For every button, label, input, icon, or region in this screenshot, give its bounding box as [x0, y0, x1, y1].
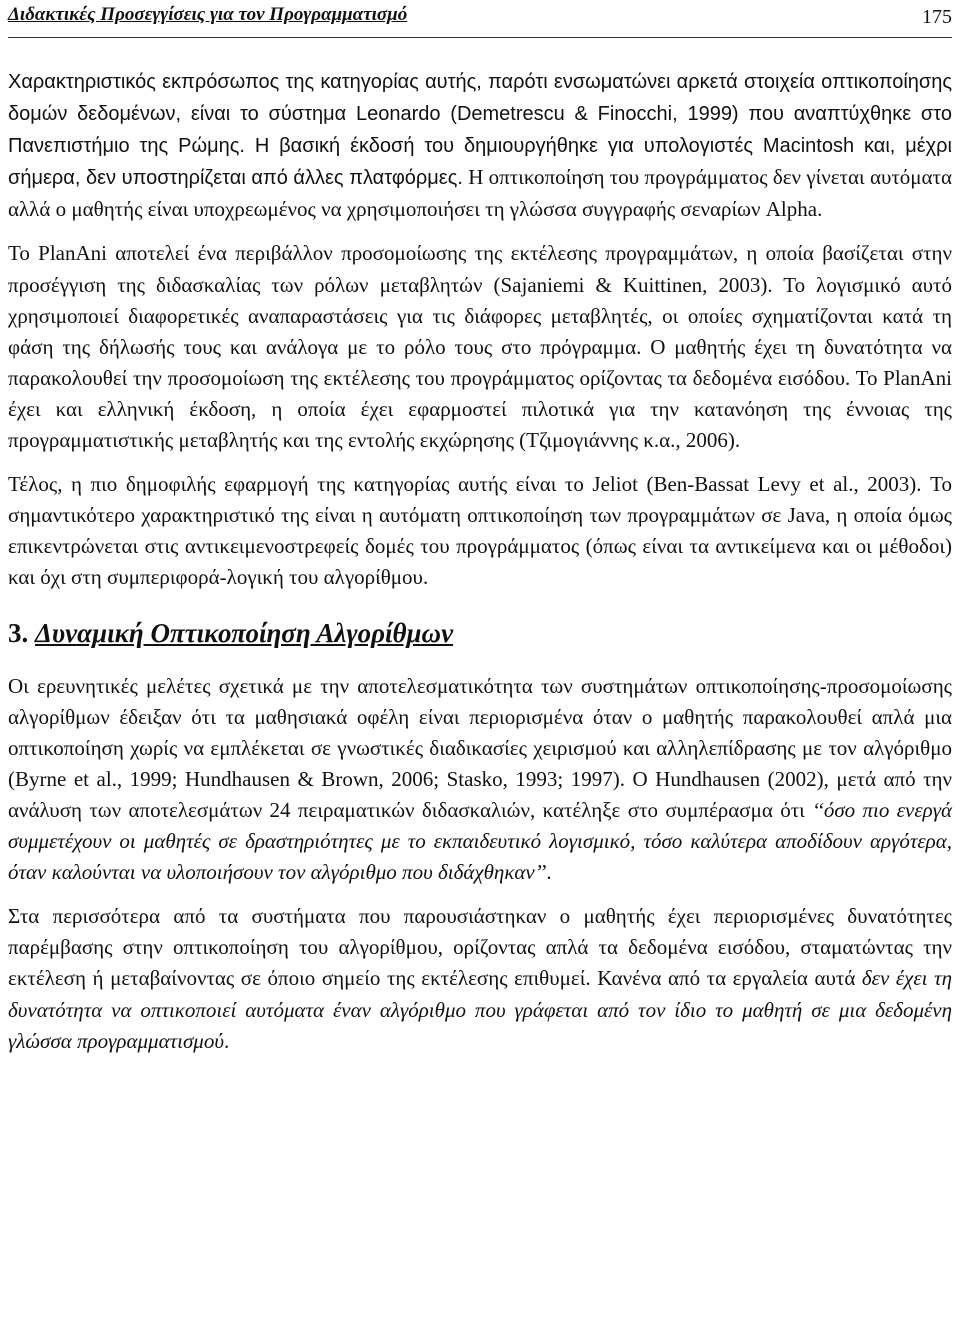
section-title: Δυναμική Οπτικοποίηση Αλγορίθμων	[35, 617, 454, 648]
paragraph-research	[8, 671, 952, 889]
header-divider	[8, 37, 952, 38]
page-number: 175	[922, 6, 952, 28]
section-number: 3.	[8, 617, 29, 648]
paragraph-systems-end: .	[223, 1028, 230, 1053]
paragraph-systems	[8, 901, 952, 1056]
document-page	[8, 0, 952, 1333]
body-text	[8, 66, 952, 1070]
paragraph-systems-text: Στα περισσότερα από τα συστήματα που παρουσιάστηκαν ο μαθητής έχει περιορισμένες δυνατότητες παρέμβασης στην οπτικοποίηση του αλγορίθμου, ορίζοντας απλά τα δεδομένα εισόδου, σταματώντας την εκτέλεση ή μεταβαίνοντας σε όποιο σημείο της εκτέλεσης επιθυμεί. Κανένα από τα εργαλεία αυτά	[8, 904, 952, 991]
paragraph-leonardo	[8, 66, 952, 225]
paragraph-research-end: .	[546, 860, 552, 885]
paragraph-leonardo-part1: Χαρακτηριστικός εκπρόσωπος της κατηγορίας αυτής, παρότι ενσωματώνει αρκετά στοιχεία οπτικοποίησης δομών δεδομένων, είναι το σύστημα Leonardo (Demetrescu & Finocchi, 1999) που αναπτύχθηκε στο Πανεπιστήμιο της Ρώμης. Η βασική έκδοσή του δημιουργήθηκε για υπολογιστές Macintosh και, μέχρι σήμερα, δεν υποστηρίζεται από άλλες πλατφόρμες.	[8, 71, 952, 190]
paragraph-systems-emphasis: δεν έχει τη δυνατότητα να οπτικοποιεί αυτόματα έναν αλγόριθμο που γράφεται από τον ίδιο το μαθητή σε μια δεδομένη γλώσσα προγραμματισμού	[8, 966, 952, 1053]
paragraph-leonardo-part2: Η οπτικοποίηση του προγράμματος δεν γίνεται αυτόματα αλλά ο μαθητής είναι υποχρεωμένος να χρησιμοποιήσει τη γλώσσα συγγραφής σεναρίων Alpha.	[8, 165, 952, 222]
section-heading	[8, 618, 952, 649]
paragraph-research-text: Οι ερευνητικές μελέτες σχετικά με την αποτελεσματικότητα των συστημάτων οπτικοποίησης-προσομοίωσης αλγορίθμων έδειξαν ότι τα μαθησιακά οφέλη είναι περιορισμένα όταν ο μαθητής παρακολουθεί απλά μια οπτικοποίηση χωρίς να εμπλέκεται σε γνωστικές διαδικασίες χειρισμού και αλληλεπίδρασης με τον αλγόριθμο (Byrne et al., 1999; Hundhausen & Brown, 2006; Stasko, 1993; 1997). Ο Hundhausen (2002), μετά από την ανάλυση των αποτελεσμάτων 24 πειραματικών διδασκαλιών, κατέληξε στο συμπέρασμα ότι	[8, 673, 952, 822]
paragraph-jeliot: Τέλος, η πιο δημοφιλής εφαρμογή της κατηγορίας αυτής είναι το Jeliot (Ben-Bassat Levy et al., 2003). Το σημαντικότερο χαρακτηριστικό της είναι η αυτόματη οπτικοποίηση των προγραμμάτων σε Java, η οποία όμως επικεντρώνεται στις αντικειμενοστρεφείς δομές του προγράμματος (όπως είναι τα αντικείμενα και οι μέθοδοι) και όχι στη συμπεριφορά-λογική του αλγορίθμου.	[8, 472, 952, 590]
paragraph-planani: Το PlanAni αποτελεί ένα περιβάλλον προσομοίωσης της εκτέλεσης προγραμμάτων, η οποία βασίζεται στην προσέγγιση της διδασκαλίας των ρόλων μεταβλητών (Sajaniemi & Kuittinen, 2003). Το λογισμικό αυτό χρησιμοποιεί διαφορετικές αναπαραστάσεις για τις διάφορες μεταβλητές, οι οποίες σχηματίζονται κατά τη φάση της δήλωσής τους και ανάλογα με το ρόλο τους στο πρόγραμμα. Ο μαθητής έχει τη δυνατότητα να παρακολουθεί την προσομοίωση της εκτέλεσης του προγράμματος ορίζοντας τα δεδομένα εισόδου. Το PlanAni έχει και ελληνική έκδοση, η οποία έχει εφαρμοστεί πιλοτικά για την κατανόηση της έννοιας της προγραμματιστικής μεταβλητής και της εντολής εκχώρησης (Τζιμογιάννης κ.α., 2006).	[8, 241, 952, 453]
paragraph-research-quote: ‘‘όσο πιο ενεργά συμμετέχουν οι μαθητές σε δραστηριότητες με το εκπαιδευτικό λογισμικό, τόσο καλύτερα αποδίδουν αργότερα, όταν καλούνται να υλοποιήσουν τον αλγόριθμο που διδάχθηκαν’’	[8, 797, 953, 885]
running-header-title: Διδακτικές Προσεγγίσεις για τον Προγραμματισμό	[8, 4, 408, 25]
running-header	[8, 4, 952, 34]
